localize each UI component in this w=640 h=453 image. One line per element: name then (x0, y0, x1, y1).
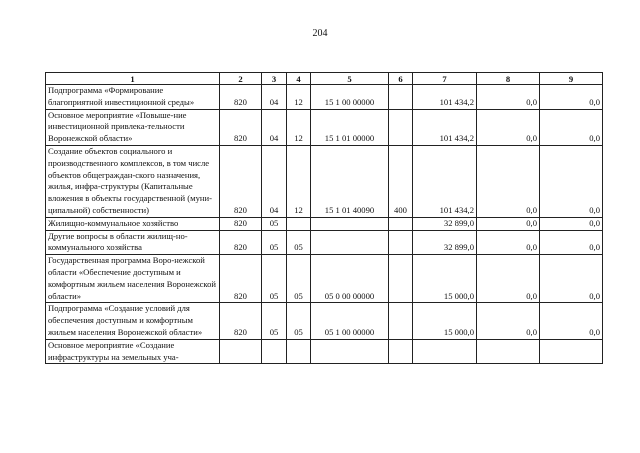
cell-amount-8 (477, 339, 540, 364)
table-row (46, 339, 603, 364)
cell-target-article: 05 1 00 00000 (311, 303, 389, 339)
cell-target-article: 05 0 00 00000 (311, 255, 389, 303)
cell-amount-7: 101 434,2 (413, 145, 477, 217)
cell-amount-7: 101 434,2 (413, 109, 477, 145)
cell-ministry: 820 (220, 109, 262, 145)
cell-target-article (311, 230, 389, 255)
cell-section (262, 339, 287, 364)
cell-ministry: 820 (220, 255, 262, 303)
col-header-4: 4 (287, 73, 311, 85)
cell-target-article: 15 1 01 00000 (311, 109, 389, 145)
cell-target-article (311, 339, 389, 364)
col-header-2: 2 (220, 73, 262, 85)
cell-expense-type: 400 (389, 145, 413, 217)
cell-name: Создание объектов социального и производственного комплексов, в том числе объектов общеграждан-ского назначения, жилья, инфра-структуры (Капитальные вложения в объекты государственной (муни-ципальной) собственности) (46, 145, 220, 217)
cell-amount-7: 32 899,0 (413, 230, 477, 255)
cell-amount-8: 0,0 (477, 85, 540, 110)
col-header-8: 8 (477, 73, 540, 85)
cell-target-article: 15 1 00 00000 (311, 85, 389, 110)
cell-ministry: 820 (220, 230, 262, 255)
cell-section: 05 (262, 217, 287, 230)
cell-amount-9: 0,0 (540, 255, 603, 303)
cell-ministry: 820 (220, 85, 262, 110)
cell-subsection: 12 (287, 109, 311, 145)
cell-name: Другие вопросы в области жилищ-но-коммунального хозяйства (46, 230, 220, 255)
cell-expense-type (389, 230, 413, 255)
cell-amount-7: 15 000,0 (413, 303, 477, 339)
cell-amount-8: 0,0 (477, 145, 540, 217)
col-header-6: 6 (389, 73, 413, 85)
col-header-3: 3 (262, 73, 287, 85)
cell-subsection: 05 (287, 255, 311, 303)
cell-amount-9: 0,0 (540, 303, 603, 339)
cell-amount-8: 0,0 (477, 109, 540, 145)
cell-amount-7 (413, 339, 477, 364)
cell-ministry: 820 (220, 217, 262, 230)
table-row (46, 109, 603, 145)
cell-amount-8: 0,0 (477, 255, 540, 303)
cell-name: Подпрограмма «Формирование благоприятной инвестиционной среды» (46, 85, 220, 110)
col-header-5: 5 (311, 73, 389, 85)
cell-ministry (220, 339, 262, 364)
col-header-1: 1 (46, 73, 220, 85)
cell-name: Основное мероприятие «Повыше-ние инвестиционной привлека-тельности Воронежской области» (46, 109, 220, 145)
cell-subsection (287, 339, 311, 364)
cell-amount-9: 0,0 (540, 109, 603, 145)
cell-ministry: 820 (220, 145, 262, 217)
cell-subsection: 12 (287, 85, 311, 110)
cell-amount-9: 0,0 (540, 85, 603, 110)
cell-ministry: 820 (220, 303, 262, 339)
table-row (46, 217, 603, 230)
cell-target-article (311, 217, 389, 230)
table-row (46, 255, 603, 303)
cell-amount-8: 0,0 (477, 217, 540, 230)
col-header-9: 9 (540, 73, 603, 85)
table-row (46, 145, 603, 217)
cell-name: Жилищно-коммунальное хозяйство (46, 217, 220, 230)
cell-expense-type (389, 303, 413, 339)
cell-amount-9: 0,0 (540, 217, 603, 230)
cell-amount-8: 0,0 (477, 230, 540, 255)
cell-name: Основное мероприятие «Создание инфраструктуры на земельных уча- (46, 339, 220, 364)
cell-section: 05 (262, 230, 287, 255)
cell-target-article: 15 1 01 40090 (311, 145, 389, 217)
cell-amount-9: 0,0 (540, 145, 603, 217)
cell-expense-type (389, 255, 413, 303)
budget-table (45, 72, 603, 364)
cell-section: 04 (262, 85, 287, 110)
page-number: 204 (312, 28, 328, 39)
cell-subsection: 05 (287, 303, 311, 339)
cell-amount-8: 0,0 (477, 303, 540, 339)
cell-section: 04 (262, 109, 287, 145)
cell-amount-7: 101 434,2 (413, 85, 477, 110)
cell-name: Подпрограмма «Создание условий для обеспечения доступным и комфортным жильем населения Воронежской области» (46, 303, 220, 339)
col-header-7: 7 (413, 73, 477, 85)
table-row (46, 85, 603, 110)
header-row (46, 73, 603, 85)
cell-amount-7: 15 000,0 (413, 255, 477, 303)
cell-subsection: 12 (287, 145, 311, 217)
cell-expense-type (389, 339, 413, 364)
table-row (46, 303, 603, 339)
cell-section: 05 (262, 303, 287, 339)
cell-section: 05 (262, 255, 287, 303)
cell-amount-9 (540, 339, 603, 364)
cell-subsection (287, 217, 311, 230)
cell-expense-type (389, 217, 413, 230)
cell-amount-7: 32 899,0 (413, 217, 477, 230)
cell-subsection: 05 (287, 230, 311, 255)
cell-section: 04 (262, 145, 287, 217)
cell-name: Государственная программа Воро-нежской области «Обеспечение доступным и комфортным жильем населения Воронежской области» (46, 255, 220, 303)
cell-amount-9: 0,0 (540, 230, 603, 255)
table-row (46, 230, 603, 255)
cell-expense-type (389, 109, 413, 145)
cell-expense-type (389, 85, 413, 110)
